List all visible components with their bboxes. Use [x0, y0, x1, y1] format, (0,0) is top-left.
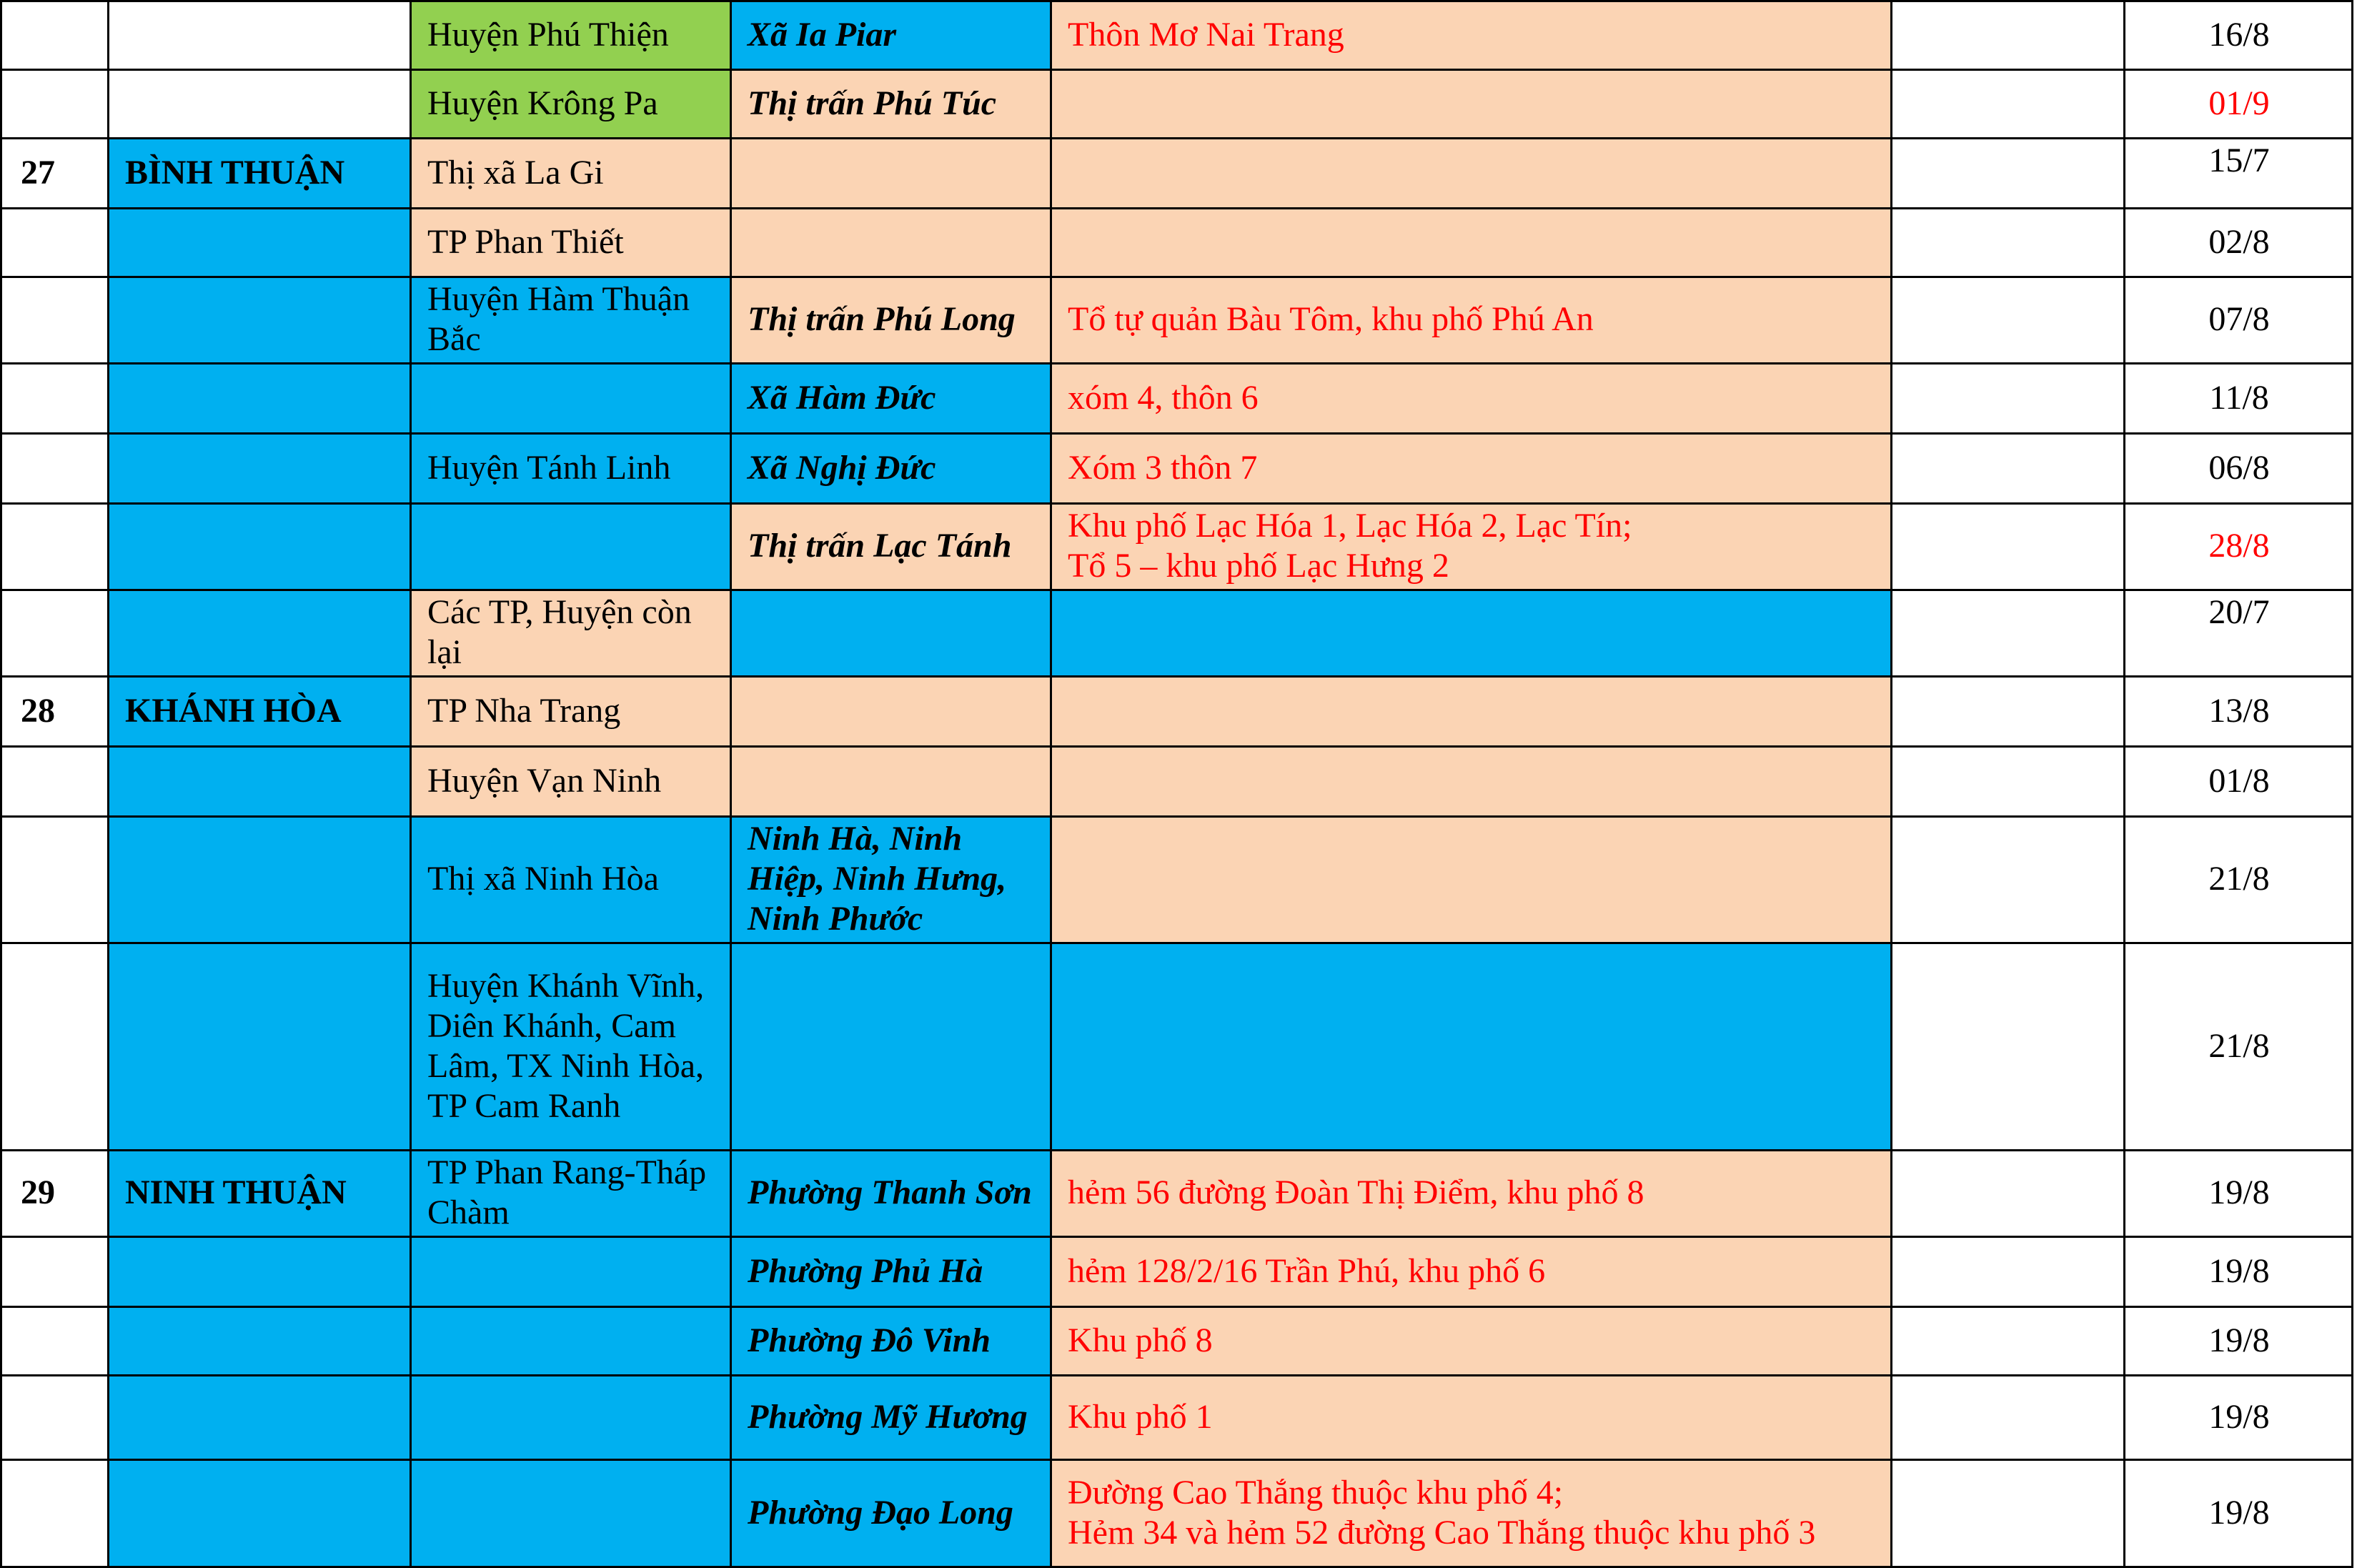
- blank-cell: [1892, 943, 2125, 1151]
- district-cell: Huyện Khánh Vĩnh, Diên Khánh, Cam Lâm, TX Ninh Hòa, TP Cam Ranh: [411, 943, 731, 1151]
- area-cell: [1051, 1151, 1892, 1237]
- district-cell: [411, 364, 731, 434]
- province-cell: [109, 70, 411, 139]
- table-row: [1, 1237, 2353, 1307]
- area-cell: [1051, 504, 1892, 590]
- district-cell: [411, 504, 731, 590]
- ward-cell: Xã Hàm Đức: [731, 364, 1051, 434]
- province-cell: [109, 1460, 411, 1567]
- ward-cell: Thị trấn Lạc Tánh: [731, 504, 1051, 590]
- date-cell: 19/8: [2125, 1307, 2353, 1376]
- ward-cell: Xã Ia Piar: [731, 1, 1051, 70]
- blank-cell: [1892, 677, 2125, 747]
- area-cell: [1051, 943, 1892, 1151]
- table-body: [1, 1, 2353, 1567]
- area-line: Khu phố 8: [1068, 1321, 1213, 1359]
- date-cell: 15/7: [2125, 139, 2353, 209]
- blank-cell: [1892, 1307, 2125, 1376]
- ward-cell: [731, 209, 1051, 277]
- table-row: [1, 504, 2353, 590]
- blank-cell: [1892, 504, 2125, 590]
- table-row: [1, 1376, 2353, 1460]
- ward-cell: Phường Đô Vinh: [731, 1307, 1051, 1376]
- district-cell: Huyện Tánh Linh: [411, 434, 731, 504]
- province-cell: [109, 504, 411, 590]
- district-cell: [411, 1307, 731, 1376]
- area-cell: [1051, 747, 1892, 817]
- province-cell: [109, 434, 411, 504]
- area-line: Hẻm 34 và hẻm 52 đường Cao Thắng thuộc khu phố 3: [1068, 1513, 1816, 1552]
- blank-cell: [1892, 590, 2125, 677]
- table-row: [1, 1151, 2353, 1237]
- date-cell: 28/8: [2125, 504, 2353, 590]
- blank-cell: [1892, 747, 2125, 817]
- row-number-cell: [1, 1307, 109, 1376]
- ward-cell: [731, 747, 1051, 817]
- area-cell: [1051, 590, 1892, 677]
- row-number-cell: [1, 817, 109, 943]
- district-cell: Thị xã Ninh Hòa: [411, 817, 731, 943]
- area-cell: [1051, 1460, 1892, 1567]
- area-cell: [1051, 277, 1892, 364]
- date-cell: 21/8: [2125, 817, 2353, 943]
- table-row: [1, 1307, 2353, 1376]
- date-cell: 06/8: [2125, 434, 2353, 504]
- district-cell: [411, 1237, 731, 1307]
- province-cell: [109, 1237, 411, 1307]
- table-row: [1, 817, 2353, 943]
- area-line: Xóm 3 thôn 7: [1068, 448, 1258, 487]
- blank-cell: [1892, 139, 2125, 209]
- date-cell: 01/8: [2125, 747, 2353, 817]
- ward-cell: Phường Mỹ Hương: [731, 1376, 1051, 1460]
- province-cell: [109, 943, 411, 1151]
- date-cell: 13/8: [2125, 677, 2353, 747]
- date-cell: 20/7: [2125, 590, 2353, 677]
- area-cell: [1051, 1237, 1892, 1307]
- province-cell: [109, 209, 411, 277]
- area-cell: [1051, 364, 1892, 434]
- area-line: xóm 4, thôn 6: [1068, 378, 1259, 417]
- row-number-cell: [1, 434, 109, 504]
- district-cell: Huyện Hàm Thuận Bắc: [411, 277, 731, 364]
- district-cell: Huyện Krông Pa: [411, 70, 731, 139]
- area-cell: [1051, 139, 1892, 209]
- blank-cell: [1892, 1376, 2125, 1460]
- date-cell: 16/8: [2125, 1, 2353, 70]
- date-cell: 07/8: [2125, 277, 2353, 364]
- row-number-cell: [1, 364, 109, 434]
- area-line: Đường Cao Thắng thuộc khu phố 4;: [1068, 1473, 1564, 1512]
- ward-cell: Thị trấn Phú Long: [731, 277, 1051, 364]
- row-number-cell: [1, 504, 109, 590]
- table-row: [1, 209, 2353, 277]
- blank-cell: [1892, 817, 2125, 943]
- area-cell: [1051, 1, 1892, 70]
- blank-cell: [1892, 70, 2125, 139]
- province-cell: NINH THUẬN: [109, 1151, 411, 1237]
- blank-cell: [1892, 209, 2125, 277]
- date-cell: 21/8: [2125, 943, 2353, 1151]
- area-line: Thôn Mơ Nai Trang: [1068, 15, 1344, 54]
- area-cell: [1051, 1376, 1892, 1460]
- blank-cell: [1892, 1237, 2125, 1307]
- district-cell: Huyện Phú Thiện: [411, 1, 731, 70]
- ward-cell: Phường Đạo Long: [731, 1460, 1051, 1567]
- row-number-cell: [1, 277, 109, 364]
- table-row: [1, 364, 2353, 434]
- area-cell: [1051, 817, 1892, 943]
- table-row: [1, 677, 2353, 747]
- row-number-cell: 27: [1, 139, 109, 209]
- date-cell: 19/8: [2125, 1460, 2353, 1567]
- province-cell: [109, 1307, 411, 1376]
- date-cell: 19/8: [2125, 1237, 2353, 1307]
- ward-cell: [731, 943, 1051, 1151]
- row-number-cell: [1, 1460, 109, 1567]
- province-cell: [109, 590, 411, 677]
- ward-cell: [731, 590, 1051, 677]
- blank-cell: [1892, 1, 2125, 70]
- table-row: [1, 1460, 2353, 1567]
- date-cell: 19/8: [2125, 1376, 2353, 1460]
- table-row: [1, 1, 2353, 70]
- row-number-cell: [1, 70, 109, 139]
- row-number-cell: [1, 1376, 109, 1460]
- district-cell: TP Phan Rang-Tháp Chàm: [411, 1151, 731, 1237]
- row-number-cell: [1, 943, 109, 1151]
- table-row: [1, 434, 2353, 504]
- province-cell: KHÁNH HÒA: [109, 677, 411, 747]
- ward-cell: [731, 677, 1051, 747]
- area-cell: [1051, 434, 1892, 504]
- date-cell: 19/8: [2125, 1151, 2353, 1237]
- ward-cell: Thị trấn Phú Túc: [731, 70, 1051, 139]
- ward-cell: Phường Thanh Sơn: [731, 1151, 1051, 1237]
- blank-cell: [1892, 364, 2125, 434]
- ward-cell: Ninh Hà, Ninh Hiệp, Ninh Hưng, Ninh Phước: [731, 817, 1051, 943]
- row-number-cell: [1, 747, 109, 817]
- area-line: Tổ tự quản Bàu Tôm, khu phố Phú An: [1068, 300, 1594, 338]
- province-cell: [109, 817, 411, 943]
- province-cell: [109, 1, 411, 70]
- province-cell: [109, 364, 411, 434]
- area-cell: [1051, 677, 1892, 747]
- row-number-cell: [1, 209, 109, 277]
- blank-cell: [1892, 434, 2125, 504]
- province-cell: [109, 277, 411, 364]
- area-line: Khu phố Lạc Hóa 1, Lạc Hóa 2, Lạc Tín;: [1068, 507, 1632, 545]
- ward-cell: Phường Phủ Hà: [731, 1237, 1051, 1307]
- blank-cell: [1892, 277, 2125, 364]
- district-cell: TP Nha Trang: [411, 677, 731, 747]
- date-cell: 01/9: [2125, 70, 2353, 139]
- area-line: Khu phố 1: [1068, 1397, 1213, 1436]
- date-cell: 11/8: [2125, 364, 2353, 434]
- district-cell: [411, 1460, 731, 1567]
- blank-cell: [1892, 1151, 2125, 1237]
- district-cell: Các TP, Huyện còn lại: [411, 590, 731, 677]
- ward-cell: [731, 139, 1051, 209]
- row-number-cell: 29: [1, 1151, 109, 1237]
- table-row: [1, 277, 2353, 364]
- province-cell: [109, 747, 411, 817]
- area-cell: [1051, 70, 1892, 139]
- table-row: [1, 139, 2353, 209]
- table-row: [1, 590, 2353, 677]
- area-cell: [1051, 209, 1892, 277]
- province-cell: [109, 1376, 411, 1460]
- row-number-cell: [1, 1237, 109, 1307]
- table-row: [1, 943, 2353, 1151]
- blank-cell: [1892, 1460, 2125, 1567]
- row-number-cell: [1, 1, 109, 70]
- area-line: hẻm 56 đường Đoàn Thị Điểm, khu phố 8: [1068, 1173, 1644, 1211]
- district-cell: Huyện Vạn Ninh: [411, 747, 731, 817]
- ward-cell: Xã Nghị Đức: [731, 434, 1051, 504]
- district-cell: [411, 1376, 731, 1460]
- row-number-cell: 28: [1, 677, 109, 747]
- district-cell: Thị xã La Gi: [411, 139, 731, 209]
- area-cell: [1051, 1307, 1892, 1376]
- date-cell: 02/8: [2125, 209, 2353, 277]
- table-row: [1, 70, 2353, 139]
- row-number-cell: [1, 590, 109, 677]
- table-row: [1, 747, 2353, 817]
- province-cell: BÌNH THUẬN: [109, 139, 411, 209]
- area-line: hẻm 128/2/16 Trần Phú, khu phố 6: [1068, 1251, 1546, 1290]
- area-line: Tổ 5 – khu phố Lạc Hưng 2: [1068, 547, 1449, 585]
- district-cell: TP Phan Thiết: [411, 209, 731, 277]
